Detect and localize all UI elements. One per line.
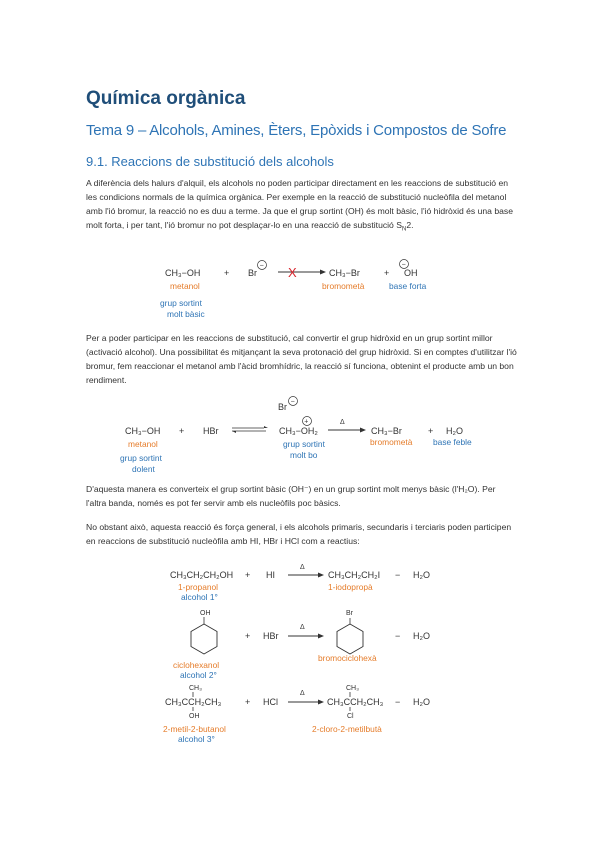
rxn5-class-label: alcohol 3°: [178, 734, 215, 744]
rxn3-product: CH₃CH₂CH₂I: [328, 570, 381, 580]
rxn2-eq-head-top: [264, 426, 268, 428]
rxn2-eq-head-bottom: [232, 431, 236, 433]
rxn2-bromide: Br: [278, 402, 287, 412]
rxn1-byproduct: OH: [404, 268, 418, 278]
paragraph-4: No obstant això, aquesta reacció és força general, i els alcohols primaris, secundaris i terciaris poden participen en reaccions de substitució nucleòfila amb HI, HBr i HCl com a reactius:: [86, 522, 512, 546]
rxn1-charge: −: [259, 262, 264, 270]
rxn1-product: CH₃−Br: [329, 268, 360, 278]
rxn1-byproduct-charge-circle: [400, 260, 409, 269]
cyclohexanol-ring: [191, 624, 217, 654]
paragraph-2: Per a poder participar en les reaccions de substitució, cal convertir el grup hidròxid en un grup sortint millor (activació alcohol). Una possibilitat és mitjançant la seva protonació del grup hidròxid. Si en comptes d'utilitzar l'ió bromur, fem reaccionar el metanol amb l'àcid bromhídric, la reacció sí funciona, obtenint el producte amb un bon rendiment.: [86, 333, 517, 385]
rxn2-int-label-1: grup sortint: [283, 439, 325, 449]
rxn5-product-label: 2-cloro-2-metilbutà: [312, 724, 382, 734]
rxn4-product-label: bromociclohexà: [318, 653, 377, 663]
rxn2-product-label: bromometà: [370, 437, 413, 447]
rxn5-arrowhead: [318, 700, 324, 705]
rxn1-charge-circle: [258, 261, 267, 270]
rxn5-product-top: CH₃: [346, 685, 359, 692]
rxn4-reactant-label: ciclohexanol: [173, 660, 220, 670]
rxn5-product-bottom: Cl: [347, 713, 354, 720]
rxn4-product-substituent: Br: [346, 610, 353, 617]
rxn5-minus: −: [395, 697, 401, 707]
rxn2-int-charge: +: [304, 418, 309, 426]
rxn1-lg-label-1: grup sortint: [160, 298, 202, 308]
rxn4-minus: −: [395, 631, 401, 641]
rxn3-reactant-label: 1-propanol: [178, 582, 219, 592]
sn-subscript: N: [401, 226, 407, 233]
rxn4-substituent: OH: [200, 610, 211, 617]
rxn3-byproduct: H₂O: [413, 570, 430, 580]
rxn3-product-label: 1-iodopropà: [328, 582, 373, 592]
rxn2-product: CH₃−Br: [371, 426, 402, 436]
bromocyclohexane-ring: [337, 624, 363, 654]
rxn1-lg-label-2: molt bàsic: [167, 309, 205, 319]
rxn3-arrowhead: [318, 573, 324, 578]
rxn1-arrowhead: [320, 270, 326, 275]
rxn5-reactant-label: 2-metil-2-butanol: [163, 724, 226, 734]
rxn3-reagent: HI: [266, 570, 275, 580]
rxn4-byproduct: H₂O: [413, 631, 430, 641]
rxn5-bottom: OH: [189, 713, 200, 720]
rxn1-byproduct-label: base forta: [389, 281, 427, 291]
paragraph-1-text: A diferència dels halurs d'alquil, els alcohols no poden participar directament en les reaccions de substitució en les condicions normals de la química orgànica. Per exemple en la reacció de substitució nucleòfila del metanol amb l'ió bromur, la reacció no es duu a terme. Ja que el grup sortint (OH) és molt bàsic, l'ió hidròxid és una base molt forta, i per tant, l'ió bromur no pot desplaçar-lo en una reacció de substitució S: [86, 178, 513, 230]
rxn4-plus: +: [245, 631, 251, 641]
rxn5-product: CH₃CCH₂CH₃: [327, 697, 384, 707]
rxn3-minus: −: [395, 570, 401, 580]
rxn2-intermediate: CH₃−OH₂: [279, 426, 318, 436]
rxn2-int-charge-circle: [303, 417, 312, 426]
rxn2-bromide-charge: −: [290, 398, 295, 406]
rxn2-plus-1: +: [179, 426, 185, 436]
rxn2-int-label-2: molt bo: [290, 450, 318, 460]
rxn4-arrowhead: [318, 634, 324, 639]
rxn1-reactant-label: metanol: [170, 281, 200, 291]
rxn4-reagent: HBr: [263, 631, 279, 641]
rxn3-class-label: alcohol 1°: [181, 592, 218, 602]
rxn3-reactant: CH₃CH₂CH₂OH: [170, 570, 234, 580]
rxn5-top: CH₃: [189, 685, 202, 692]
topic-heading: Tema 9 – Alcohols, Amines, Èters, Epòxids i Compostos de Sofre: [86, 122, 507, 139]
rxn5-reactant: CH₃CCH₂CH₃: [165, 697, 222, 707]
rxn1-plus-1: +: [224, 268, 230, 278]
rxn4-heat: Δ: [300, 624, 305, 631]
rxn1-product-label: bromometà: [322, 281, 365, 291]
rxn2-lg-label-2: dolent: [132, 464, 155, 474]
rxn5-plus: +: [245, 697, 251, 707]
rxn2-reactant-label: metanol: [128, 439, 158, 449]
rxn1-blocked-mark: X: [288, 265, 297, 280]
rxn5-heat: Δ: [300, 690, 305, 697]
page-title: Química orgànica: [86, 88, 246, 109]
section-heading: 9.1. Reaccions de substitució dels alcohols: [86, 154, 334, 169]
rxn2-reagent: HBr: [203, 426, 219, 436]
rxn1-byproduct-charge: −: [401, 261, 406, 269]
rxn5-byproduct: H₂O: [413, 697, 430, 707]
rxn2-reactant: CH₃−OH: [125, 426, 161, 436]
rxn3-plus: +: [245, 570, 251, 580]
rxn2-arrowhead: [360, 428, 366, 433]
rxn2-plus-2: +: [428, 426, 434, 436]
paragraph-3: D'aquesta manera es converteix el grup sortint bàsic (OH⁻) en un grup sortint molt menys bàsic (l'H₂O). Per l'altra banda, només es pot fer servir amb els nucleòfils poc bàsics.: [86, 484, 496, 508]
rxn1-plus-2: +: [384, 268, 390, 278]
rxn2-bromide-charge-circle: [289, 397, 298, 406]
rxn2-lg-label-1: grup sortint: [120, 453, 162, 463]
rxn3-heat: Δ: [300, 564, 305, 571]
paragraph-1-end: 2.: [406, 220, 414, 230]
rxn1-reactant: CH₃−OH: [165, 268, 201, 278]
paragraph-1: [86, 176, 518, 237]
rxn2-byproduct: H₂O: [446, 426, 463, 436]
rxn2-byproduct-label: base feble: [433, 437, 472, 447]
rxn2-heat: Δ: [340, 419, 345, 426]
rxn5-reagent: HCl: [263, 697, 278, 707]
rxn1-reagent: Br: [248, 268, 257, 278]
rxn4-class-label: alcohol 2°: [180, 670, 217, 680]
